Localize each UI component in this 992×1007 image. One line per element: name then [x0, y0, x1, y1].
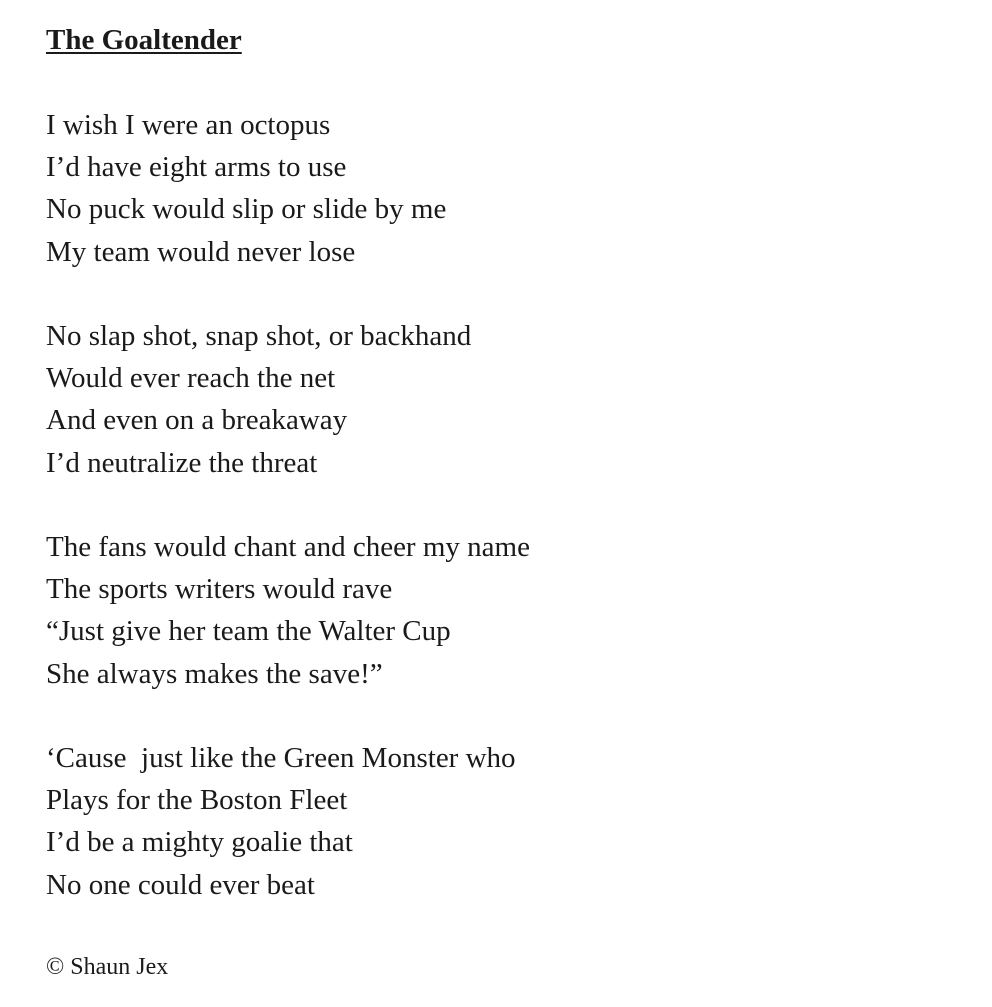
stanza-4 — [46, 737, 946, 906]
poem-line: The sports writers would rave — [46, 573, 393, 606]
poem-line: No puck would slip or slide by me — [46, 193, 447, 226]
poem-line: She always makes the save!” — [46, 657, 383, 690]
poem-line: I wish I were an octopus — [46, 109, 331, 141]
poem-title: The Goaltender — [46, 24, 242, 56]
poem-line: No one could ever beat — [46, 868, 315, 901]
poem-line: I’d have eight arms to use — [46, 151, 347, 184]
poem-line: ‘Cause just like the Green Monster who — [46, 742, 516, 774]
stanza-1 — [46, 104, 946, 273]
stanza-3 — [46, 526, 946, 695]
poem-line: Plays for the Boston Fleet — [46, 784, 348, 817]
poem-line: The fans would chant and cheer my name — [46, 531, 530, 563]
poem-line: No slap shot, snap shot, or backhand — [46, 320, 472, 352]
poem-line: “Just give her team the Walter Cup — [46, 615, 451, 648]
poem-line: I’d neutralize the threat — [46, 446, 318, 479]
poem-line: I’d be a mighty goalie that — [46, 826, 353, 859]
poem-document — [46, 20, 946, 906]
poem-line: Would ever reach the net — [46, 362, 336, 395]
poem-line: My team would never lose — [46, 235, 356, 268]
stanza-2 — [46, 315, 946, 484]
copyright-notice: © Shaun Jex — [46, 954, 169, 980]
poem-line: And even on a breakaway — [46, 404, 348, 437]
